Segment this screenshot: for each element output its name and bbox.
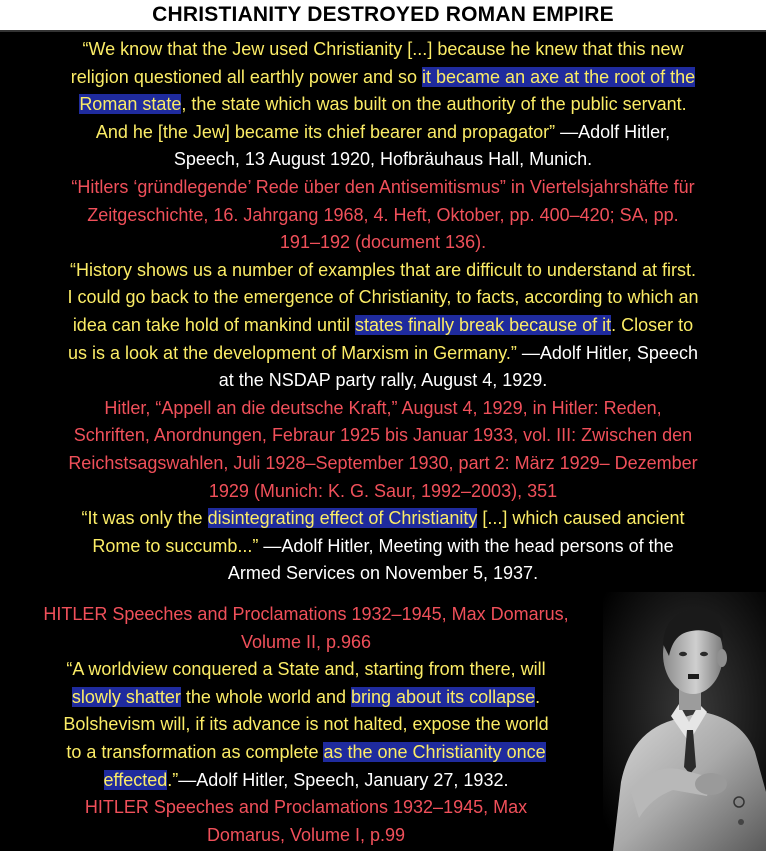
- quote-2-line-3: [0, 312, 766, 340]
- quote-4-text: to a transformation as complete: [66, 741, 324, 762]
- quote-4-text: .: [535, 686, 541, 707]
- quote-4-line-3: Bolshevism will, if its advance is not halted, expose the world: [63, 714, 549, 735]
- quotes-main: [0, 36, 766, 588]
- quote-3-line-2: [0, 533, 766, 561]
- quote-4-highlight: bring about its collapse: [351, 686, 536, 707]
- quote-3-attribution: —Adolf Hitler, Meeting with the head persons of the: [258, 535, 674, 556]
- quote-3-citation-line-2: Volume II, p.966: [240, 631, 372, 652]
- quote-4-text: .”: [167, 769, 179, 790]
- quote-4-line-5: [0, 767, 612, 795]
- quote-2-attribution-line: at the NSDAP party rally, August 4, 1929.: [218, 370, 548, 391]
- quote-1-line-1: [0, 36, 766, 64]
- title-banner: [0, 0, 766, 32]
- quote-3-text: [...] which caused ancient: [477, 508, 685, 529]
- quote-1-citation-line-2: Zeitgeschichte, 16. Jahrgang 1968, 4. Heft, Oktober, pp. 400–420; SA, pp.: [87, 204, 679, 225]
- quote-2-citation-line-2: Schriften, Anordnungen, Febraur 1925 bis Januar 1933, vol. III: Zwischen den: [73, 425, 693, 446]
- quote-1-line-4: [0, 119, 766, 147]
- quote-2-line-1: “History shows us a number of examples that are difficult to understand at first.: [70, 259, 696, 280]
- quote-2-citation-line-1: Hitler, “Appell an die deutsche Kraft,” August 4, 1929, in Hitler: Reden,: [104, 397, 662, 418]
- quote-2-line-2: I could go back to the emergence of Christianity, to facts, according to which an: [67, 287, 699, 308]
- quote-2-attribution: —Adolf Hitler, Speech: [516, 342, 698, 363]
- quote-4-text: the whole world and: [180, 686, 351, 707]
- quote-4-line-1: “A worldview conquered a State and, starting from there, will: [66, 659, 546, 680]
- quote-2-citation-line-3: Reichstsagswahlen, Juli 1928–September 1930, part 2: März 1929– Dezember: [68, 452, 698, 473]
- quote-3-text: “It was only the: [81, 508, 208, 529]
- quote-1-attribution-line: Speech, 13 August 1920, Hofbräuhaus Hall, Munich.: [173, 149, 593, 170]
- quote-2-text: . Closer to: [611, 314, 694, 335]
- quote-4-citation-line-2: Domarus, Volume I, p.99: [206, 824, 406, 845]
- quote-1-citation-line-3: 191–192 (document 136).: [279, 232, 487, 253]
- quote-4-attribution: —Adolf Hitler, Speech, January 27, 1932.: [178, 769, 509, 790]
- page-title: CHRISTIANITY DESTROYED ROMAN EMPIRE: [152, 3, 614, 26]
- quote-4-citation-line-1: HITLER Speeches and Proclamations 1932–1945, Max: [84, 797, 528, 818]
- quote-2-text: idea can take hold of mankind until: [72, 314, 355, 335]
- quote-3-line-1: [0, 505, 766, 533]
- quote-1-text: “We know that the Jew used Christianity [...] because he knew that this new: [82, 39, 684, 59]
- quote-1-highlight: Roman state: [79, 94, 182, 115]
- quote-2-line-4: [0, 340, 766, 368]
- quote-1-line-2: [0, 64, 766, 92]
- quote-3-citation-line-1: HITLER Speeches and Proclamations 1932–1945, Max Domarus,: [43, 604, 569, 624]
- quote-1-attribution: —Adolf Hitler,: [555, 121, 671, 142]
- quote-2-citation-line-4: 1929 (Munich: K. G. Saur, 1992–2003), 351: [208, 480, 558, 501]
- quote-3-text: Rome to succumb...”: [92, 535, 259, 556]
- quote-4-highlight: as the one Christianity once: [323, 741, 546, 762]
- portrait-photo: [603, 592, 766, 851]
- quote-1-text: , the state which was built on the authority of the public servant.: [181, 94, 687, 115]
- quote-2-text: us is a look at the development of Marxism in Germany.”: [68, 342, 517, 363]
- quote-1-text: And he [the Jew] became its chief bearer and propagator”: [95, 121, 556, 142]
- quote-2-highlight: states finally break because of it: [355, 314, 612, 335]
- quote-4-highlight: effected: [103, 769, 168, 790]
- quote-1-line-3: [0, 91, 766, 119]
- quote-4-line-2: [0, 684, 612, 712]
- quote-1-text: religion questioned all earthly power and so: [70, 66, 423, 87]
- quotes-lower: [0, 601, 612, 849]
- quote-1-citation-line-1: “Hitlers ‘gründlegende’ Rede über den Antisemitismus” in Viertelsjahrshäfte für: [71, 176, 695, 197]
- quote-4-highlight: slowly shatter: [71, 686, 181, 707]
- quote-3-highlight: disintegrating effect of Christianity: [207, 508, 478, 529]
- quote-1-highlight: it became an axe at the root of the: [422, 66, 696, 87]
- quote-4-line-4: [0, 739, 612, 767]
- quote-3-attribution-line: Armed Services on November 5, 1937.: [227, 563, 539, 584]
